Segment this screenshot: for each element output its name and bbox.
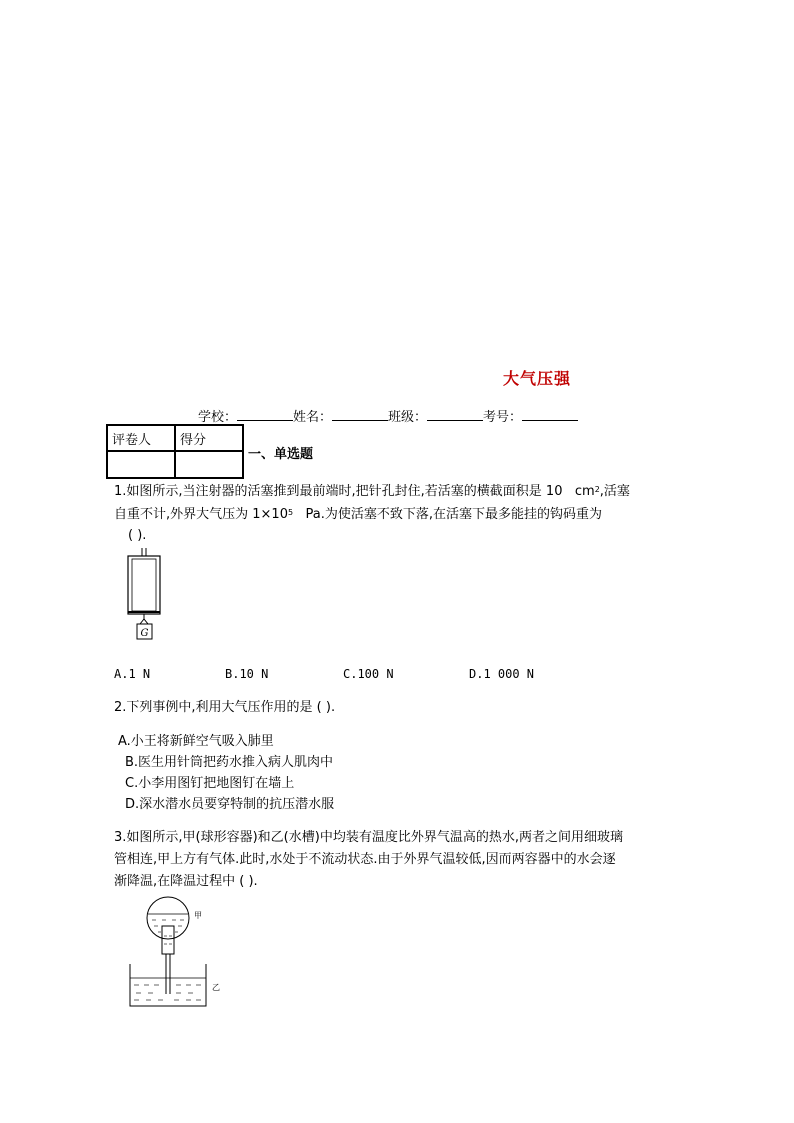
label-yi: 乙 [212,983,220,992]
q1-option-c[interactable]: C.100 N [343,667,394,681]
q1-option-b[interactable]: B.10 N [225,667,269,681]
q3-line3: 渐降温,在降温过程中 ( ). [114,874,258,889]
q2-stem: 2.下列事例中,利用大气压作用的是 ( ). [114,700,336,715]
score-header: 得分 [175,425,243,451]
reviewer-cell[interactable] [107,451,175,478]
flask-tank-figure [124,892,234,1012]
class-label: 班级： [388,410,428,425]
q3-line2: 管相连,甲上方有气体.此时,水处于不流动状态.由于外界气温较低,因而两容器中的水会逐 [114,852,616,867]
q2-option-d[interactable]: D.深水潜水员要穿特制的抗压潜水服 [125,797,335,812]
q1-line3: ( ). [128,528,147,543]
student-info-line [198,406,578,425]
reviewer-header: 评卷人 [107,425,175,451]
weight-label: G [140,628,149,639]
name-label: 姓名： [293,410,333,425]
q2-option-a[interactable]: A.小王将新鲜空气吸入肺里 [118,734,274,749]
score-cell[interactable] [175,451,243,478]
name-blank[interactable] [332,408,388,421]
exam-no-label: 考号： [483,410,523,425]
school-label: 学校： [198,410,238,425]
score-table [106,424,244,479]
exam-no-blank[interactable] [522,408,578,421]
syringe-figure [124,546,174,646]
q2-option-c[interactable]: C.小李用图钉把地图钉在墙上 [125,776,295,791]
q1-option-d[interactable]: D.1 000 N [469,667,535,681]
page-title: 大气压强 [503,369,572,388]
label-jia: 甲 [194,911,202,920]
school-blank[interactable] [237,408,293,421]
q3-line1: 3.如图所示,甲(球形容器)和乙(水槽)中均装有温度比外界气温高的热水,两者之间用细玻璃 [114,830,623,845]
class-blank[interactable] [427,408,483,421]
section-heading: 一、单选题 [248,447,314,462]
q1-line2: 自重不计,外界大气压为 $1\times 10^5$ Pa.为使活塞不致下落,在活塞下最多能挂的钩码重为 [114,507,602,522]
q2-option-b[interactable]: B.医生用针筒把药水推入病人肌肉中 [125,755,334,770]
q1-line1: 1.如图所示,当注射器的活塞推到最前端时,把针孔封住,若活塞的横截面积是 10 $cm^2$,活塞 [114,484,630,499]
q1-option-a[interactable]: A.1 N [114,667,151,681]
